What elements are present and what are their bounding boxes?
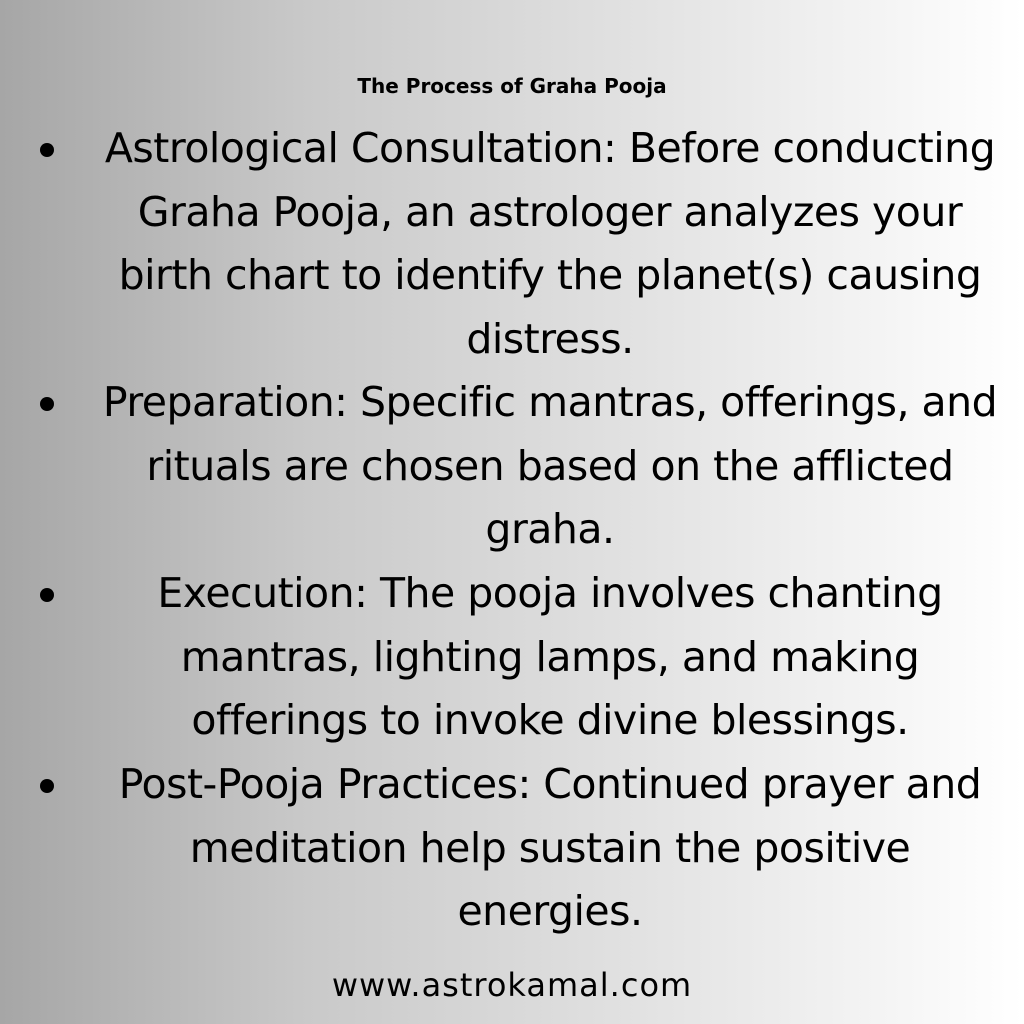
list-item-line: Astrological Consultation: Before conducting xyxy=(104,124,996,172)
list-item-line: birth chart to identify the planet(s) causing xyxy=(118,251,982,299)
list-item-line: Preparation: Specific mantras, offerings, and xyxy=(102,378,998,426)
list-item-line: Graha Pooja, an astrologer analyzes your xyxy=(137,187,963,236)
bullet-icon xyxy=(40,143,54,157)
bullet-icon xyxy=(40,588,54,602)
website-url: www.astrokamal.com xyxy=(331,966,693,1004)
list-item-line: mantras, lighting lamps, and making xyxy=(180,632,920,681)
list-item xyxy=(80,117,1020,371)
page-title: The Process of Graha Pooja xyxy=(357,74,667,98)
list-item xyxy=(80,371,1020,562)
list-item xyxy=(80,753,1020,944)
bullet-icon xyxy=(40,779,54,793)
list-item-line: rituals are chosen based on the afflicted xyxy=(146,441,954,490)
list-item-line: energies. xyxy=(457,887,643,935)
list-item-line: meditation help sustain the positive xyxy=(189,823,911,872)
list-item-line: graha. xyxy=(485,505,615,553)
bullet-icon xyxy=(40,397,54,411)
list-item-line: offerings to invoke divine blessings. xyxy=(191,696,909,744)
list-item-line: Execution: The pooja involves chanting xyxy=(157,569,943,617)
list-item-line: Post-Pooja Practices: Continued prayer and xyxy=(118,760,982,808)
list-item-line: distress. xyxy=(466,314,634,363)
list-item xyxy=(80,562,1020,753)
